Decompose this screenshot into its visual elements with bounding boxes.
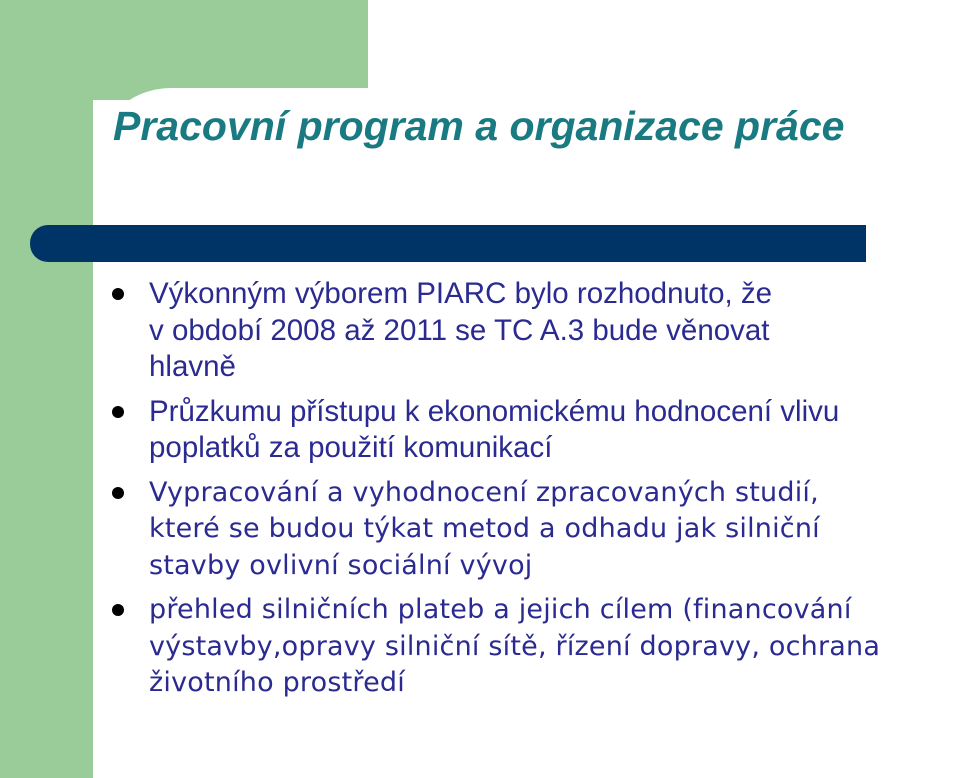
bullet-line: Vypracování a vyhodnocení zpracovaných studií, — [149, 476, 819, 508]
bullet-item-4 — [112, 592, 958, 702]
bullet-line: přehled silničních plateb a jejich cílem (financování — [149, 594, 852, 625]
bullet-line: v období 2008 až 2011 se TC A.3 bude věnovat — [149, 313, 770, 347]
bullet-line: životního prostředí — [149, 667, 405, 698]
bullet-point-icon — [112, 288, 124, 300]
bullet-item-3 — [112, 475, 958, 585]
bullet-point-icon — [112, 487, 124, 499]
bullet-line: hlavně — [149, 350, 236, 383]
bullet-line: které se budou týkat metod a odhadu jak silniční — [149, 513, 820, 544]
bullet-line: výstavby,opravy silniční sítě, řízení dopravy, ochrana — [149, 630, 881, 662]
bullet-line: poplatků za použití komunikací — [149, 431, 553, 464]
decorative-green-band-left — [0, 0, 93, 778]
title-divider-bar — [30, 225, 866, 262]
bullet-list — [112, 276, 958, 710]
slide-title: Pracovní program a organizace práce — [113, 103, 845, 149]
bullet-line: Výkonným výborem PIARC bylo rozhodnuto, že — [149, 277, 773, 310]
bullet-line: stavby ovlivní sociální vývoj — [149, 549, 533, 581]
bullet-line: Průzkumu přístupu k ekonomickému hodnocení vlivu — [149, 394, 840, 428]
bullet-item-2 — [112, 394, 958, 467]
bullet-item-1 — [112, 276, 958, 386]
bullet-point-icon — [112, 406, 124, 418]
bullet-point-icon — [112, 604, 124, 616]
